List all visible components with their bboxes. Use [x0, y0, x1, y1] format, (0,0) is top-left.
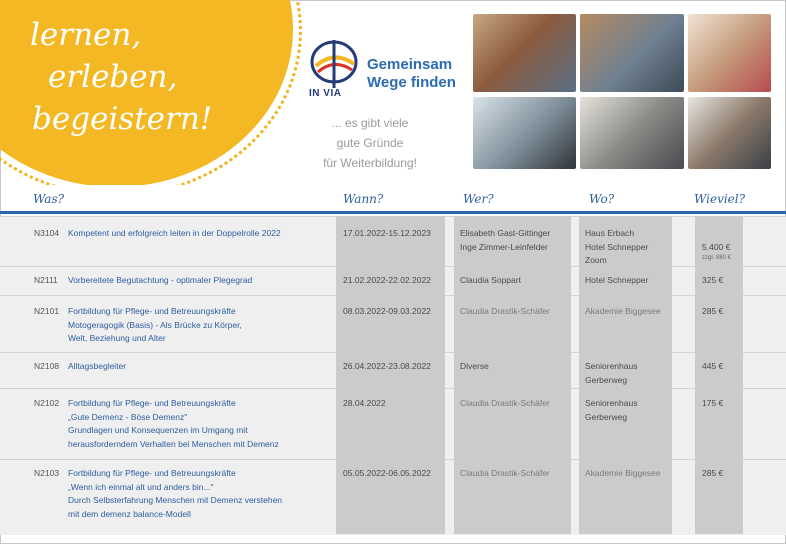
course-price: 445 € — [702, 361, 724, 371]
column-bg-wann — [336, 216, 445, 534]
header-wann: Wann? — [343, 192, 384, 206]
course-location: Seniorenhaus Gerberweg — [585, 361, 638, 385]
tagline-line-2: gute Gründe — [336, 136, 404, 150]
tagline-line-1: ... es gibt viele — [331, 116, 409, 130]
course-trainer: Diverse — [460, 361, 489, 371]
course-id: N2102 — [34, 398, 60, 408]
course-location: Haus Erbach Hotel Schnepper Zoom — [585, 228, 649, 265]
course-date: 26.04.2022-23.08.2022 — [343, 361, 431, 371]
slogan-line-3: begeistern! — [32, 101, 213, 137]
course-id: N2101 — [34, 306, 60, 316]
photo-seniors-activity — [473, 14, 576, 92]
course-title[interactable]: Kompetent und erfolgreich leiten in der Doppelrolle 2022 — [68, 228, 281, 238]
course-trainer: Claudia Soppart — [460, 275, 521, 285]
org-logo-text: IN VIA — [309, 88, 342, 99]
header-wieviel: Wieviel? — [694, 192, 746, 206]
tagline — [300, 113, 440, 173]
photo-woman-headscarf — [688, 14, 771, 92]
course-trainer: Claudia Drastik-Schäfer — [460, 398, 550, 408]
course-title[interactable]: Fortbildung für Pflege- und Betreuungskräfte Motogeragogik (Basis) - Als Brücke zu Körper, Welt, Beziehung und Alter — [68, 306, 242, 343]
photo-tablet-use — [688, 97, 771, 169]
course-title[interactable]: Fortbildung für Pflege- und Betreuungskräfte „Gute Demenz - Böse Demenz" Grundlagen und Konsequenzen im Umgang mit herausforderndem Verhalten bei Menschen mit Demenz — [68, 398, 279, 449]
course-id: N2111 — [34, 275, 58, 285]
header-was: Was? — [33, 192, 65, 206]
photo-exercise-class — [473, 97, 576, 169]
course-id: N2108 — [34, 361, 60, 371]
course-price: 175 € — [702, 398, 724, 408]
course-date: 17.01.2022-15.12.2023 — [343, 228, 431, 238]
course-price — [702, 227, 731, 276]
course-date: 05.05.2022-06.05.2022 — [343, 468, 431, 478]
course-price: 325 € — [702, 275, 724, 285]
course-location: Hotel Schnepper — [585, 275, 649, 285]
claim-line-2: Wege finden — [367, 74, 456, 91]
header-divider — [0, 211, 786, 214]
column-bg-wer — [454, 216, 571, 534]
price-note: zzgl. 880 € — [702, 255, 732, 261]
claim — [367, 56, 456, 92]
course-trainer: Claudia Drastik-Schäfer — [460, 468, 550, 478]
course-location: Akademie Biggesee — [585, 306, 661, 316]
header-wer: Wer? — [463, 192, 494, 206]
claim-line-1: Gemeinsam — [367, 56, 453, 73]
photo-laptop-training — [580, 14, 684, 92]
slogan-line-1: lernen, — [30, 17, 142, 53]
invia-logo-icon — [308, 36, 360, 92]
course-date: 08.03.2022-09.03.2022 — [343, 306, 431, 316]
course-trainer: Elisabeth Gast-Gittinger Inge Zimmer-Leinfelder — [460, 228, 551, 252]
course-date: 21.02.2022-22.02.2022 — [343, 275, 431, 285]
course-location: Akademie Biggesee — [585, 468, 661, 478]
hero-banner — [0, 0, 786, 185]
course-price: 285 € — [702, 306, 724, 316]
course-location: Seniorenhaus Gerberweg — [585, 398, 638, 422]
course-title[interactable]: Vorbereitete Begutachtung - optimaler Plegegrad — [68, 275, 253, 285]
price-value: 5.400 € — [702, 241, 731, 252]
course-title[interactable]: Fortbildung für Pflege- und Betreuungskräfte „Wenn ich einmal alt und anders bin..." Durch Selbsterfahrung Menschen mit Demenz verstehen mit dem demenz balance-Modell — [68, 468, 283, 519]
course-id: N2103 — [34, 468, 60, 478]
course-id: N3104 — [34, 228, 60, 238]
slogan-line-2: erleben, — [48, 59, 178, 95]
slogan — [30, 14, 212, 140]
course-date: 28.04.2022 — [343, 398, 386, 408]
photo-seminar-group — [580, 97, 684, 169]
tagline-line-3: für Weiterbildung! — [323, 156, 417, 170]
header-wo: Wo? — [589, 192, 615, 206]
course-title[interactable]: Alltagsbegleiter — [68, 361, 127, 371]
course-price: 285 € — [702, 468, 724, 478]
course-trainer: Claudia Drastik-Schäfer — [460, 306, 550, 316]
